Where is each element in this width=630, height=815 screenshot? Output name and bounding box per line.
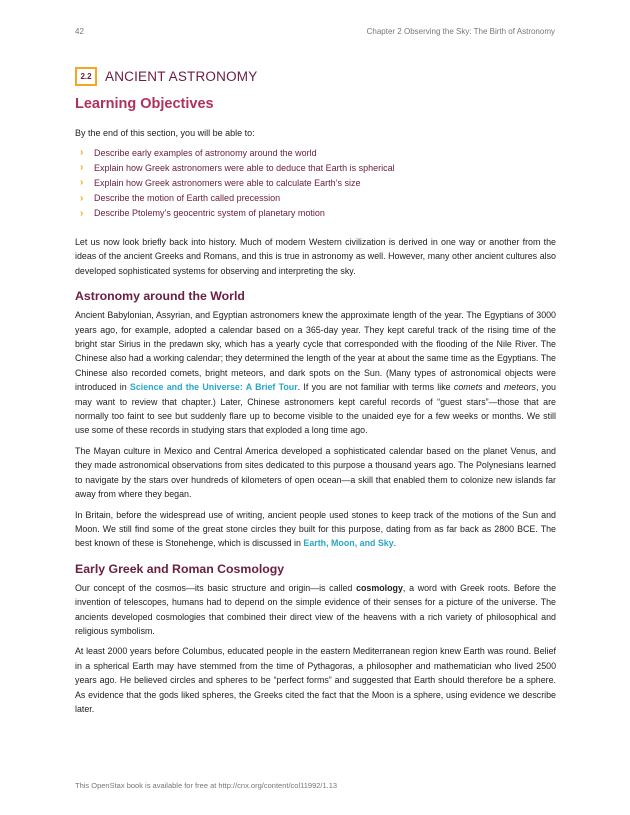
link-science-universe[interactable]: Science and the Universe: A Brief Tour xyxy=(129,382,298,393)
chevron-right-icon: › xyxy=(80,162,84,174)
objective-item xyxy=(80,160,395,175)
footer-note: This OpenStax book is available for free at http://cnx.org/content/col11992/1.13 xyxy=(75,781,338,790)
link-earth-moon-sky[interactable]: Earth, Moon, and Sky xyxy=(303,538,394,549)
learning-objectives-intro: By the end of this section, you will be able to: xyxy=(75,128,255,138)
heading-astronomy-around-world: Astronomy around the World xyxy=(75,289,245,304)
objective-item xyxy=(80,191,395,206)
section-heading xyxy=(75,67,257,86)
page-number: 42 xyxy=(75,27,84,36)
objective-item xyxy=(80,206,395,221)
objective-text: Describe the motion of Earth called precession xyxy=(94,193,281,204)
term-cosmology: cosmology xyxy=(356,582,403,593)
paragraph-mayan: The Mayan culture in Mexico and Central America developed a sophisticated calendar based on the planet Venus, and they made astronomical observations from sites dedicated to this purpose a thousand years ago. The Polynesians learned to navigate by the stars over hundreds of kilometers of open ocean—a skill that enabled them to colonize new islands far away from where they began. xyxy=(75,445,556,500)
objective-text: Explain how Greek astronomers were able to deduce that Earth is spherical xyxy=(94,162,395,173)
intro-paragraph: Let us now look briefly back into history. Much of modern Western civilization is derived in one way or another from the ideas of the ancient Greeks and Romans, and this is true in astronomy as well. However, many other ancient cultures also developed sophisticated systems for observing and interpreting the sky. xyxy=(75,237,556,276)
heading-greek-roman-cosmology: Early Greek and Roman Cosmology xyxy=(75,561,285,576)
chevron-right-icon: › xyxy=(80,147,84,159)
paragraph-ancient-calendars: Ancient Babylonian, Assyrian, and Egyptian astronomers knew the approximate length of the year. The Egyptians of 3000 years ago, for example, adopted a calendar based on a 365-day year. They kept careful track of the rising time of the bright star Sirius in the predawn sky, which has a yearly cycle that corresponded with the flooding of the Nile River. The Chinese also had a working calendar; they determined the length of the year at about the same time as the Egyptians. The Chinese also recorded comets, bright meteors, and dark spots on the Sun. (Many types of astronomical objects were introduced in Science and the Universe: A Brief Tour. If you are not familiar with terms like comets and meteors, you may want to review that chapter.) Later, Chinese astronomers kept careful records of “guest stars”—those that are normally too faint to see but suddenly flare up to become visible to the unaided eye for a few weeks or months. We still use some of these records in studying stars that exploded a long time ago. xyxy=(75,310,556,436)
objective-text: Describe early examples of astronomy around the world xyxy=(94,147,317,158)
objective-item xyxy=(80,145,395,160)
chevron-right-icon: › xyxy=(80,207,84,219)
objective-text: Explain how Greek astronomers were able to calculate Earth’s size xyxy=(94,177,361,188)
objectives-list xyxy=(80,145,395,221)
objective-text: Describe Ptolemy’s geocentric system of planetary motion xyxy=(94,208,325,219)
section-title: ANCIENT ASTRONOMY xyxy=(105,69,258,84)
chevron-right-icon: › xyxy=(80,192,84,204)
learning-objectives-title: Learning Objectives xyxy=(75,96,214,112)
body-text xyxy=(75,235,556,722)
chapter-title: Chapter 2 Observing the Sky: The Birth of Astronomy xyxy=(366,27,555,36)
paragraph-spherical-earth: At least 2000 years before Columbus, educated people in the eastern Mediterranean region knew Earth was round. Belief in a spherical Earth may have stemmed from the time of Pythagoras, a philosopher and mathematician who lived 2500 years ago. He believed circles and spheres to be “perfect forms” and suggested that Earth should therefore be a sphere. As evidence that the gods liked spheres, the Greeks cited the fact that the Moon is a sphere, using evidence we describe later. xyxy=(75,646,556,714)
paragraph-cosmology: Our concept of the cosmos—its basic structure and origin—is called cosmology, a word with Greek roots. Before the invention of telescopes, humans had to depend on the simple evidence of their senses for a picture of the universe. The ancients developed cosmologies that combined their direct view of the heavens with a rich variety of philosophical and religious symbolism. xyxy=(75,582,557,636)
paragraph-britain: In Britain, before the widespread use of writing, ancient people used stones to keep track of the motions of the Sun and Moon. We still find some of the great stone circles they built for this purpose, dating from as far back as 2800 BCE. The best known of these is Stonehenge, which is discussed in Earth, Moon, and Sky. xyxy=(75,509,556,549)
objective-item xyxy=(80,175,395,190)
section-number-badge: 2.2 xyxy=(75,67,97,86)
running-header xyxy=(75,27,555,36)
chevron-right-icon: › xyxy=(80,177,84,189)
